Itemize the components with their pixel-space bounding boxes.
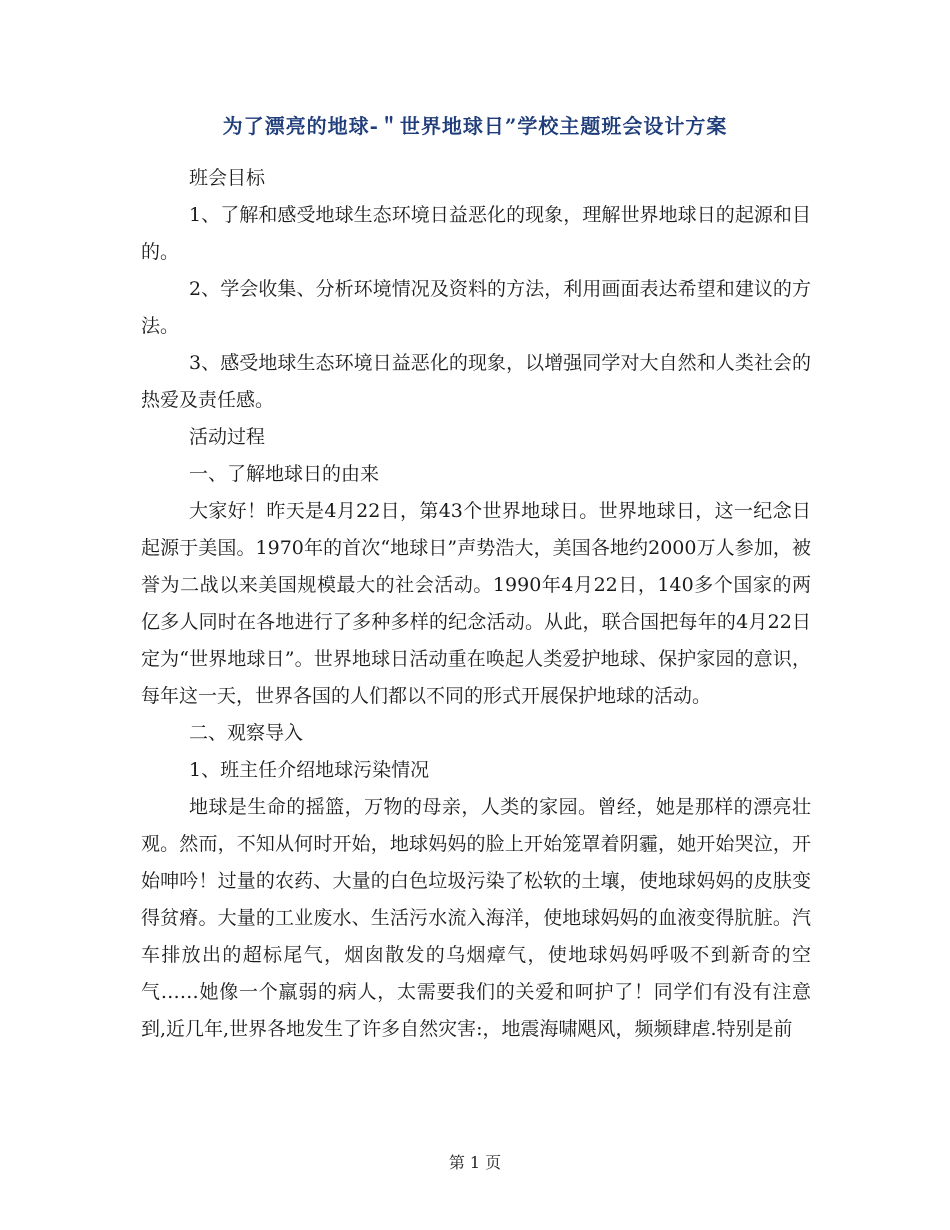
page-number: 第 1 页 xyxy=(448,1153,502,1172)
paragraph-goal-2: 2、学会收集、分析环境情况及资料的方法，利用画面表达希望和建议的方法。 xyxy=(141,278,811,337)
paragraph-body: 大家好！昨天是4月22日，第43个世界地球日。世界地球日，这一纪念日起源于美国。1970年的首次“地球日”声势浩大，美国各地约2000万人参加，被誉为二战以来美国规模最大的社会活动。1990年4月22日，140多个国家的两亿多人同时在各地进行了多种多样的纪念活动。从此，联合国把每年的4月22日定为“世界地球日”。世界地球日活动重在唤起人类爱护地球、保护家园的意识，每年这一天，世界各国的人们都以不同的形式开展保护地球的活动。 xyxy=(141,500,811,707)
paragraph-section-heading: 班会目标 xyxy=(189,167,266,189)
paragraph-subheading: 1、班主任介绍地球污染情况 xyxy=(189,759,430,781)
paragraph-subheading: 一、了解地球日的由来 xyxy=(189,463,380,485)
paragraph-subheading: 二、观察导入 xyxy=(189,722,304,744)
document-title: 为了漂亮的地球-＂世界地球日”学校主题班会设计方案 xyxy=(222,114,728,138)
paragraph-goal-1: 1、了解和感受地球生态环境日益恶化的现象，理解世界地球日的起源和目的。 xyxy=(141,204,811,263)
paragraph-section-heading: 活动过程 xyxy=(189,426,266,448)
paragraph-body: 地球是生命的摇篮，万物的母亲，人类的家园。曾经，她是那样的漂亮壮观。然而，不知从何时开始，地球妈妈的脸上开始笼罩着阴霾，她开始哭泣，开始呻吟！过量的农药、大量的白色垃圾污染了松软的土壤，使地球妈妈的皮肤变得贫瘠。大量的工业废水、生活污水流入海洋，使地球妈妈的血液变得肮脏。汽车排放出的超标尾气，烟囱散发的乌烟瘴气，使地球妈妈呼吸不到新奇的空气……她像一个羸弱的病人，太需要我们的关爱和呵护了！同学们有没有注意到,近几年,世界各地发生了许多自然灾害:，地震海啸飓风，频频肆虐.特别是前 xyxy=(141,796,811,1040)
document-body xyxy=(141,160,811,1048)
paragraph-goal-3: 3、感受地球生态环境日益恶化的现象，以增强同学对大自然和人类社会的热爱及责任感。 xyxy=(141,352,811,411)
